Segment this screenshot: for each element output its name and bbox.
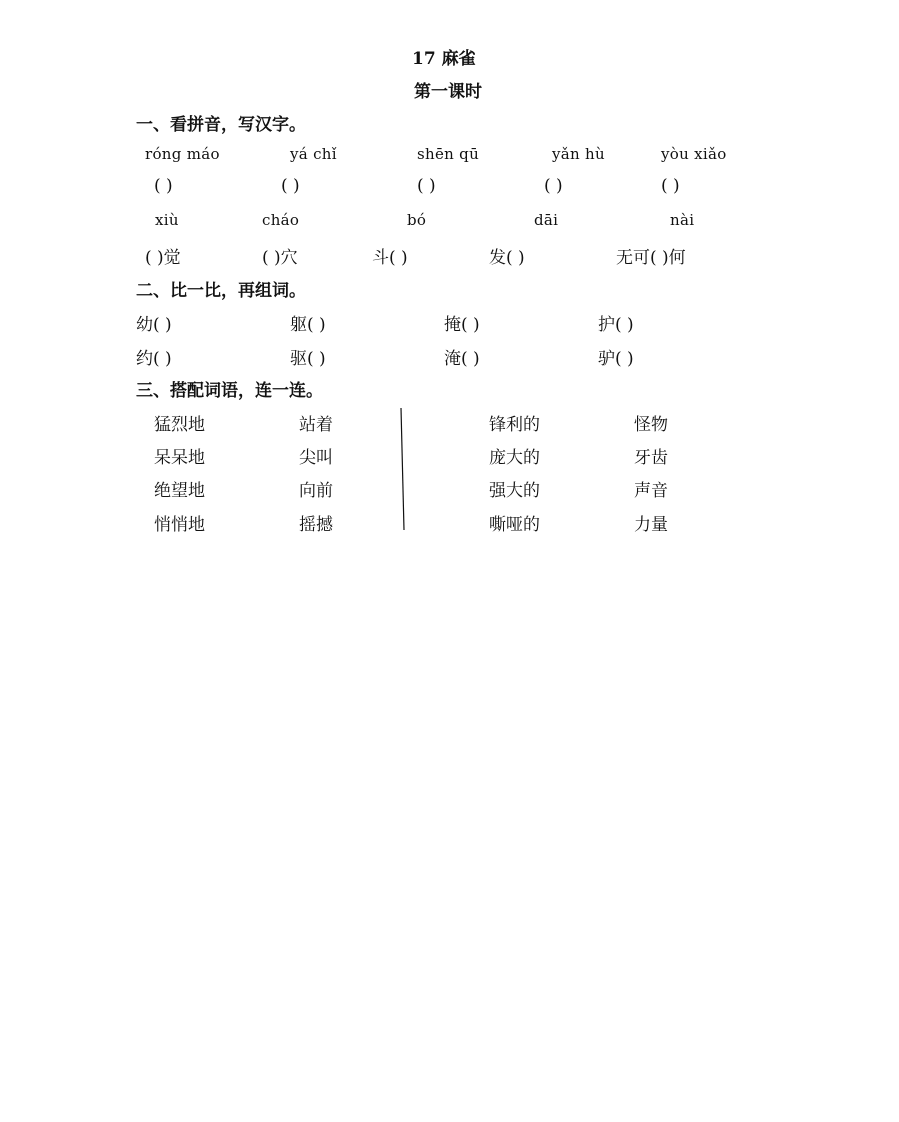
- section2-heading: 二、比一比，再组词。: [136, 281, 306, 301]
- match-word-adverb[interactable]: 绝望地: [154, 481, 205, 501]
- answer-blank-4[interactable]: ( ): [544, 176, 563, 196]
- answer-blank-5[interactable]: ( ): [661, 176, 680, 196]
- compare-qu-drive[interactable]: 驱( ): [290, 349, 326, 369]
- section3-heading: 三、搭配词语，连一连。: [136, 381, 323, 401]
- answer-blank-fa-dai[interactable]: 发( ): [489, 248, 525, 268]
- pinyin-chao: cháo: [262, 211, 300, 229]
- match-word-noun[interactable]: 声音: [634, 481, 668, 501]
- compare-yan-flood[interactable]: 淹( ): [444, 349, 480, 369]
- match-word-verb[interactable]: 摇撼: [299, 515, 333, 535]
- compare-qu-body[interactable]: 躯( ): [290, 315, 326, 335]
- compare-you[interactable]: 幼( ): [136, 315, 172, 335]
- pinyin-you-xiao: yòu xiǎo: [661, 145, 727, 163]
- compare-yue[interactable]: 约( ): [136, 349, 172, 369]
- match-word-adverb[interactable]: 悄悄地: [154, 515, 205, 535]
- answer-blank-2[interactable]: ( ): [281, 176, 300, 196]
- pinyin-nai: nài: [670, 211, 695, 229]
- match-word-adverb[interactable]: 呆呆地: [154, 448, 205, 468]
- compare-yan-cover[interactable]: 掩( ): [444, 315, 480, 335]
- pinyin-yan-hu: yǎn hù: [552, 145, 605, 163]
- pinyin-bo: bó: [407, 211, 427, 229]
- match-word-noun[interactable]: 怪物: [634, 415, 668, 435]
- match-word-adjective[interactable]: 嘶哑的: [489, 515, 540, 535]
- match-word-adverb[interactable]: 猛烈地: [154, 415, 205, 435]
- pinyin-dai: dāi: [534, 211, 559, 229]
- answer-blank-wu-ke-nai-he[interactable]: 无可( )何: [616, 248, 686, 268]
- match-word-verb[interactable]: 站着: [299, 415, 333, 435]
- pinyin-shen-qu: shēn qū: [417, 145, 480, 163]
- match-word-adjective[interactable]: 强大的: [489, 481, 540, 501]
- answer-blank-3[interactable]: ( ): [417, 176, 436, 196]
- match-word-adjective[interactable]: 锋利的: [489, 415, 540, 435]
- column-divider-line: [398, 408, 406, 530]
- compare-lv[interactable]: 驴( ): [598, 349, 634, 369]
- match-word-noun[interactable]: 力量: [634, 515, 668, 535]
- answer-blank-dou-bo[interactable]: 斗( ): [372, 248, 408, 268]
- match-word-verb[interactable]: 向前: [299, 481, 333, 501]
- pinyin-ya-chi: yá chǐ: [290, 145, 337, 163]
- page-subtitle: 第一课时: [414, 82, 482, 102]
- match-word-adjective[interactable]: 庞大的: [489, 448, 540, 468]
- pinyin-xiu: xiù: [155, 211, 179, 229]
- pinyin-rong-mao: róng máo: [145, 145, 220, 163]
- page-title: 17 麻雀: [412, 49, 476, 69]
- match-word-noun[interactable]: 牙齿: [634, 448, 668, 468]
- match-word-verb[interactable]: 尖叫: [299, 448, 333, 468]
- compare-hu[interactable]: 护( ): [598, 315, 634, 335]
- answer-blank-xiu-jue[interactable]: ( )觉: [145, 248, 181, 268]
- section1-heading: 一、看拼音，写汉字。: [136, 115, 306, 135]
- answer-blank-chao-xue[interactable]: ( )穴: [262, 248, 298, 268]
- answer-blank-1[interactable]: ( ): [154, 176, 173, 196]
